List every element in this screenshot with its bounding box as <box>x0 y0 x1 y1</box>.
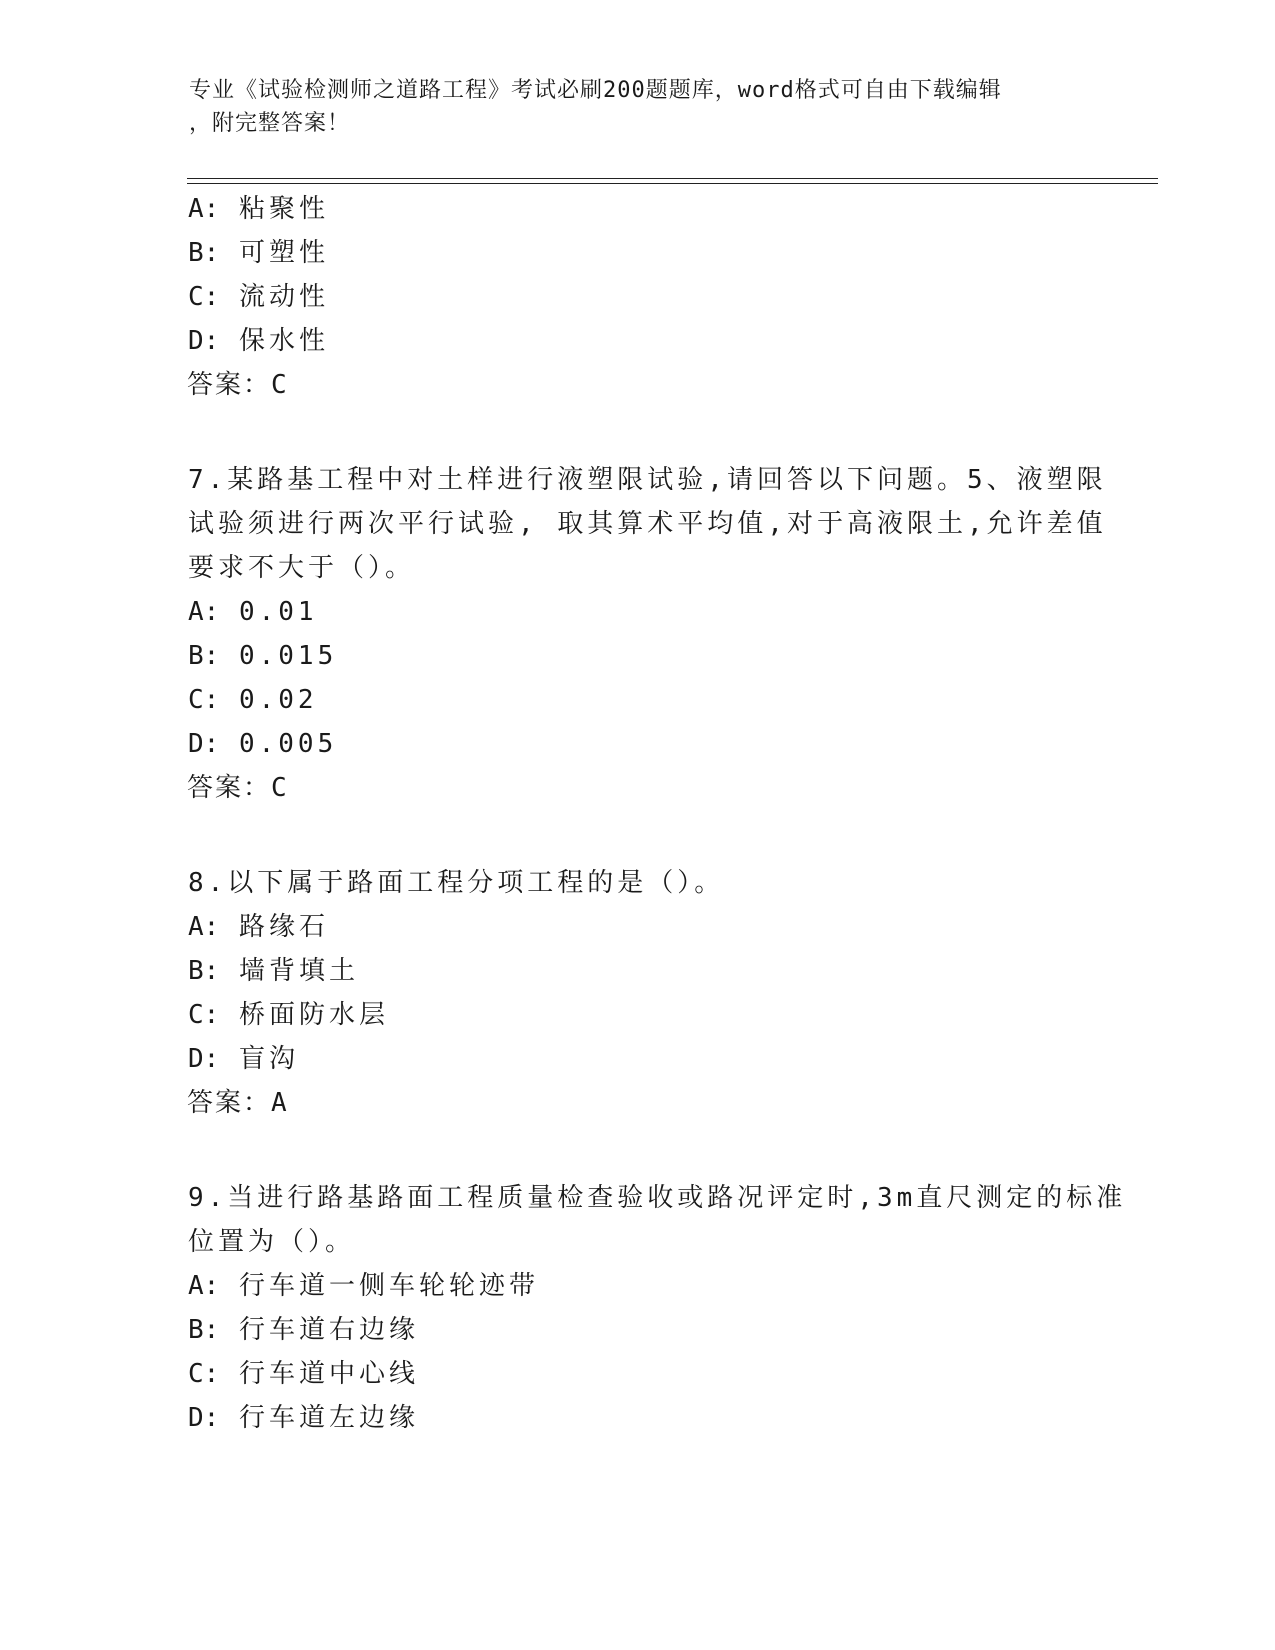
option-text: 0.005 <box>238 729 338 759</box>
option-text: 0.02 <box>238 685 318 715</box>
option-text: 0.015 <box>238 641 338 671</box>
question-8-option-a <box>188 910 329 944</box>
question-7-option-a <box>188 595 318 629</box>
question-6-option-a <box>188 192 329 226</box>
answer-value: C <box>271 370 287 400</box>
option-text: 路缘石 <box>238 912 329 942</box>
option-text: 粘聚性 <box>238 194 329 224</box>
option-label: C: <box>188 282 220 312</box>
header-line-1: 专业《试验检测师之道路工程》考试必刷200题题库，word格式可自由下载编辑 <box>189 78 1002 103</box>
question-7-option-c <box>188 683 318 717</box>
option-label: A: <box>188 912 220 942</box>
option-text: 行车道左边缘 <box>238 1403 419 1433</box>
option-text: 盲沟 <box>238 1044 299 1074</box>
header-divider-bottom <box>187 183 1158 184</box>
question-9-option-c <box>188 1357 419 1391</box>
option-label: B: <box>188 238 220 268</box>
question-9-text-line-2: 位置为（）。 <box>188 1227 356 1257</box>
question-7-option-b <box>188 639 337 673</box>
option-label: C: <box>188 1359 220 1389</box>
question-7-text-line-3: 要求不大于（）。 <box>188 553 416 583</box>
option-label: A: <box>188 597 220 627</box>
document-header <box>189 74 1089 140</box>
answer-label: 答案： <box>187 1088 272 1118</box>
question-8-option-d <box>188 1042 299 1076</box>
question-8-option-c <box>188 998 389 1032</box>
option-label: B: <box>188 641 220 671</box>
option-label: C: <box>188 685 220 715</box>
question-6-option-c <box>188 280 329 314</box>
question-8-answer <box>187 1086 287 1120</box>
question-9-option-d <box>188 1401 419 1435</box>
question-8-option-b <box>188 954 359 988</box>
question-6-option-b <box>188 236 329 270</box>
question-7-option-d <box>188 727 337 761</box>
option-text: 行车道右边缘 <box>238 1315 419 1345</box>
question-6-answer <box>187 368 287 402</box>
header-divider-top <box>187 178 1158 179</box>
option-label: D: <box>188 1403 220 1433</box>
option-label: A: <box>188 1271 220 1301</box>
option-label: D: <box>188 729 220 759</box>
option-label: B: <box>188 1315 220 1345</box>
option-label: C: <box>188 1000 220 1030</box>
header-line-2: ，附完整答案！ <box>189 111 351 136</box>
answer-value: C <box>271 773 287 803</box>
question-9-option-b <box>188 1313 419 1347</box>
question-9-text-line-1: 9.当进行路基路面工程质量检查验收或路况评定时,3m直尺测定的标准 <box>188 1183 1127 1213</box>
answer-label: 答案： <box>187 773 272 803</box>
option-text: 墙背填土 <box>238 956 359 986</box>
option-text: 桥面防水层 <box>238 1000 389 1030</box>
question-6-option-d <box>188 324 329 358</box>
option-label: D: <box>188 326 220 356</box>
question-8-text-line-1: 8.以下属于路面工程分项工程的是（）。 <box>188 868 725 898</box>
option-text: 0.01 <box>238 597 318 627</box>
option-text: 行车道中心线 <box>238 1359 419 1389</box>
option-text: 流动性 <box>238 282 329 312</box>
question-7-text-line-1: 7.某路基工程中对土样进行液塑限试验,请回答以下问题。5、液塑限 <box>188 465 1107 495</box>
answer-value: A <box>271 1088 287 1118</box>
option-text: 行车道一侧车轮轮迹带 <box>238 1271 539 1301</box>
question-7-answer <box>187 771 287 805</box>
option-label: B: <box>188 956 220 986</box>
option-label: D: <box>188 1044 220 1074</box>
answer-label: 答案： <box>187 370 272 400</box>
question-9-option-a <box>188 1269 539 1303</box>
option-label: A: <box>188 194 220 224</box>
option-text: 可塑性 <box>238 238 329 268</box>
question-7-text-line-2: 试验须进行两次平行试验, 取其算术平均值,对于高液限土,允许差值 <box>188 509 1107 539</box>
option-text: 保水性 <box>238 326 329 356</box>
